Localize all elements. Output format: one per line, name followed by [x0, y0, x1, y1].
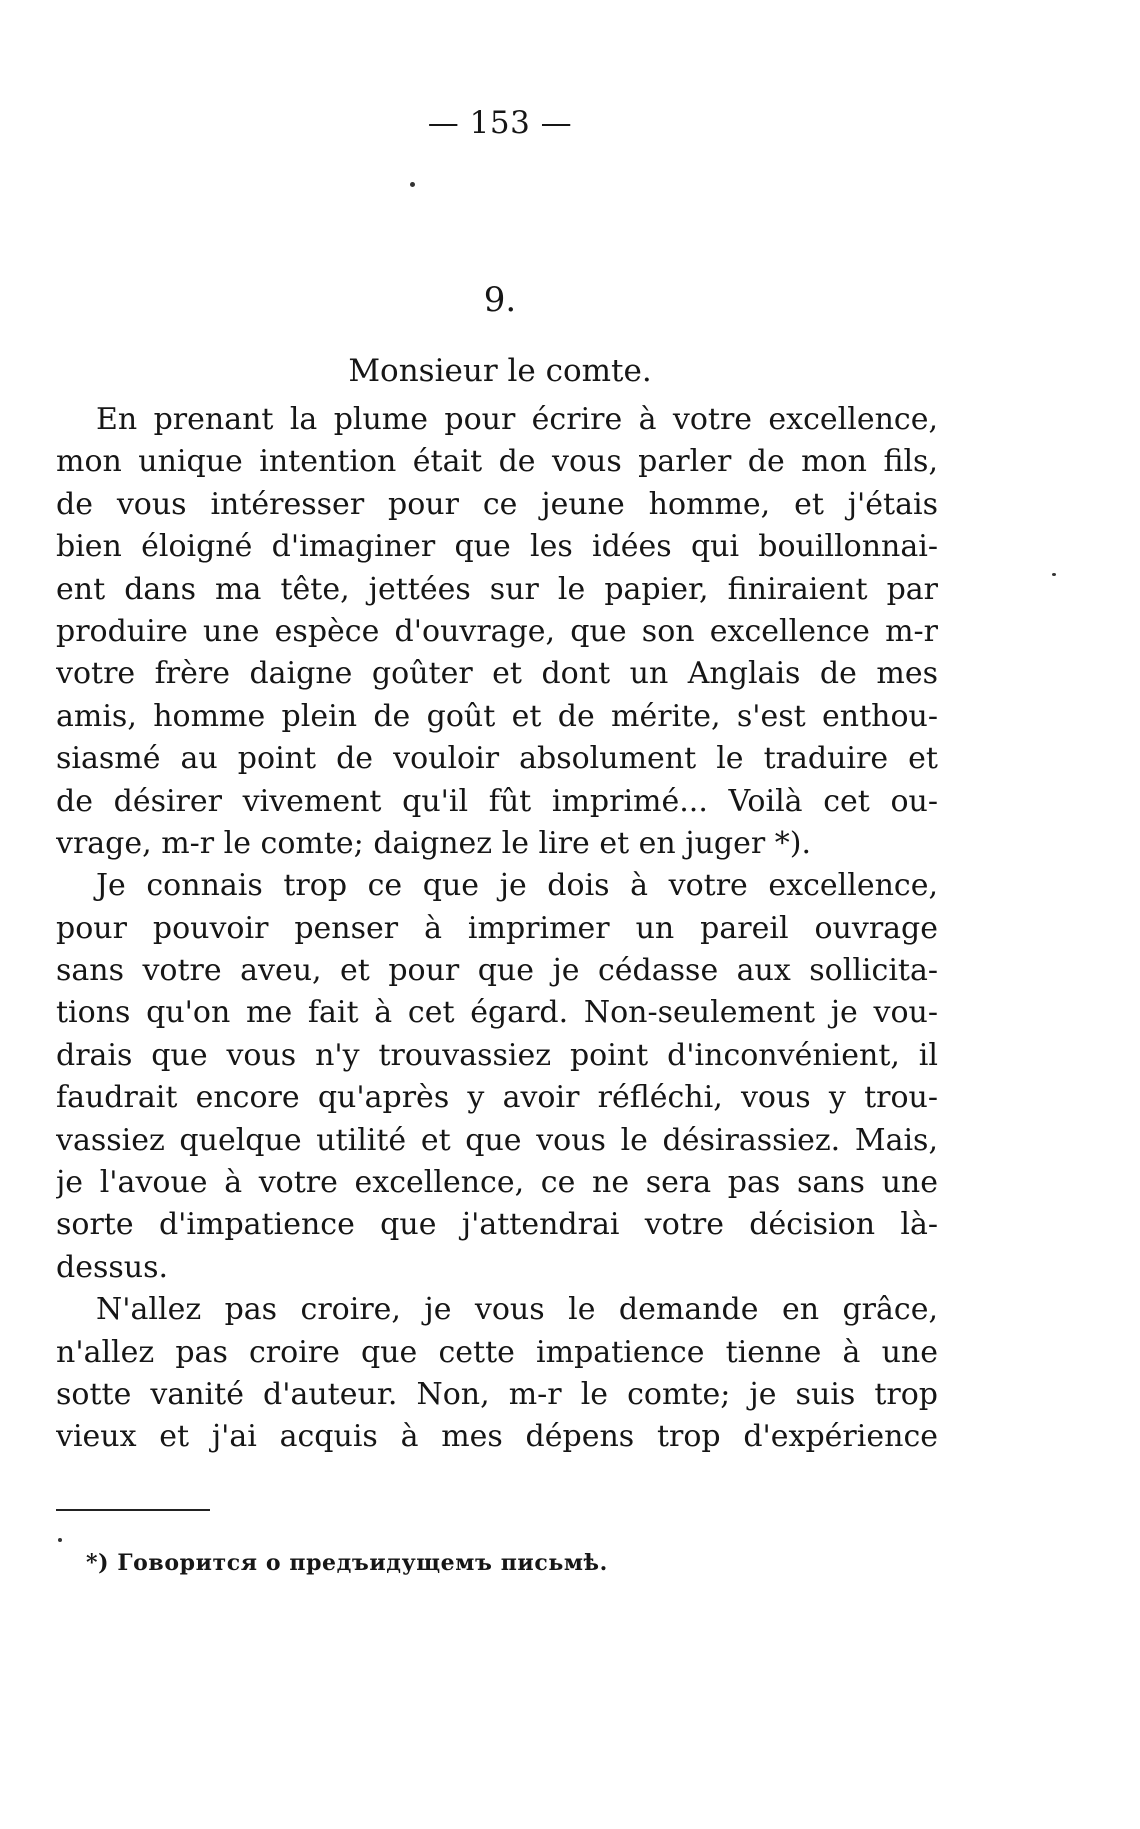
body-line-24: sotte vanité d'auteur. Non, m-r le comte; je suis trop: [56, 1376, 938, 1412]
body-line-17: faudrait encore qu'après y avoir réfléchi, vous y trou-: [56, 1080, 938, 1116]
body-line-20: sorte d'impatience que j'attendrai votre décision là-: [56, 1207, 938, 1243]
body-line-21: dessus.: [56, 1249, 169, 1285]
print-speck: [58, 1538, 62, 1542]
letter-body: [56, 399, 938, 1459]
body-line-19: je l'avoue à votre excellence, ce ne sera pas sans une: [56, 1165, 938, 1201]
body-line-11: vrage, m-r le comte; daignez le lire et en juger *).: [56, 825, 811, 861]
body-line-10: de désirer vivement qu'il fût imprimé... Voilà cet ou-: [56, 783, 938, 819]
body-line-2: mon unique intention était de vous parler de mon fils,: [56, 444, 938, 480]
body-line-5: ent dans ma tête, jettées sur le papier, finiraient par: [56, 571, 938, 607]
body-line-25: vieux et j'ai acquis à mes dépens trop d'expérience: [56, 1419, 938, 1455]
body-line-3: de vous intéresser pour ce jeune homme, et j'étais: [56, 486, 938, 522]
footnote: *) Говорится о предъидущемъ письмѣ.: [86, 1550, 608, 1576]
letter-number: 9.: [483, 280, 517, 320]
body-line-9: siasmé au point de vouloir absolument le traduire et: [56, 741, 938, 777]
body-line-13: pour pouvoir penser à imprimer un pareil ouvrage: [56, 910, 938, 946]
body-line-16: drais que vous n'y trouvassiez point d'inconvénient, il: [56, 1037, 938, 1073]
print-speck: [1052, 573, 1056, 576]
print-speck: [410, 182, 415, 187]
body-line-8: amis, homme plein de goût et de mérite, s'est enthou-: [56, 698, 938, 734]
page-number: — 153 —: [427, 105, 573, 141]
salutation: Monsieur le comte.: [348, 353, 652, 389]
body-line-7: votre frère daigne goûter et dont un Anglais de mes: [56, 656, 938, 692]
body-line-15: tions qu'on me fait à cet égard. Non-seulement je vou-: [56, 995, 938, 1031]
body-line-22: N'allez pas croire, je vous le demande en grâce,: [96, 1292, 938, 1328]
body-line-12: Je connais trop ce que je dois à votre excellence,: [96, 868, 938, 904]
body-line-18: vassiez quelque utilité et que vous le désirassiez. Mais,: [56, 1122, 938, 1158]
body-line-23: n'allez pas croire que cette impatience tienne à une: [56, 1334, 938, 1370]
body-line-14: sans votre aveu, et pour que je cédasse aux sollicita-: [56, 953, 938, 989]
body-line-4: bien éloigné d'imaginer que les idées qui bouillonnai-: [56, 529, 938, 565]
body-line-6: produire une espèce d'ouvrage, que son excellence m-r: [56, 613, 938, 649]
body-line-1: En prenant la plume pour écrire à votre excellence,: [96, 402, 938, 437]
footnote-rule: [56, 1509, 210, 1511]
